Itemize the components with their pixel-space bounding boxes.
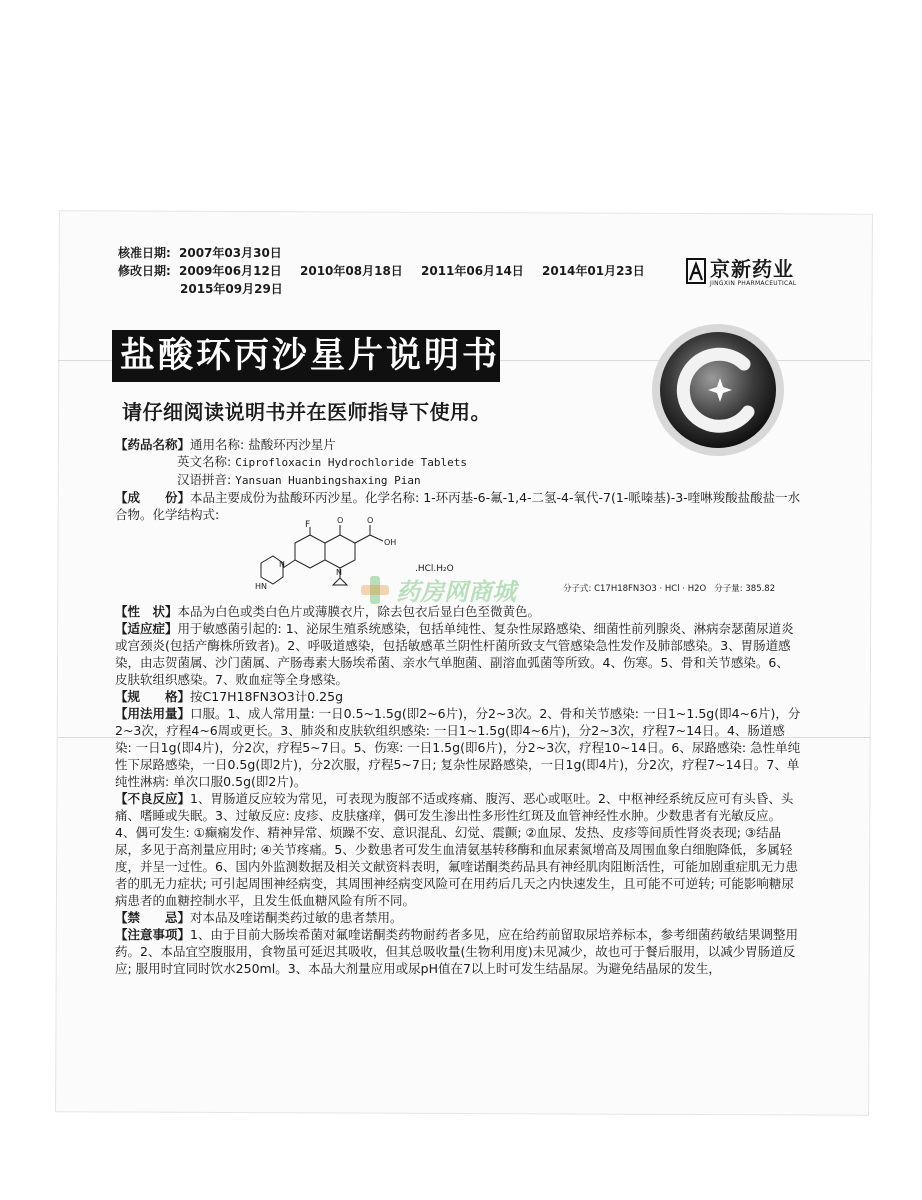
section-label: 【注意事项】 [115, 927, 191, 942]
brand-name: 京新药业 [710, 257, 794, 281]
section-label: 【不良反应】 [115, 791, 191, 806]
section-label: 【药品名称】 [115, 437, 191, 452]
svg-text:OH: OH [384, 538, 397, 547]
section-label: 【规 格】 [115, 689, 191, 704]
section-label: 【性 状】 [115, 604, 178, 619]
document-subtitle: 请仔细阅读说明书并在医师指导下使用。 [122, 400, 491, 424]
document-title: 盐酸环丙沙星片说明书 [112, 330, 500, 382]
svg-text:F: F [305, 520, 311, 530]
contraindication-text: 对本品及喹诺酮类药过敏的患者禁用。 [190, 910, 403, 925]
pinyin-label: 汉语拼音: [177, 472, 232, 487]
brand-mark-icon [686, 258, 706, 284]
dosage-text: 口服。1、成人常用量: 一日0.5~1.5g(即2~6片)，分2~3次。2、骨和关节感染: 一日1~1.5g(即4~6片)，分2~3次，疗程4~6周或更长。3、肺炎和皮肤软组织感染: 一日1~1.5g(即4~6片)，分2~3次，疗程7~14日。4、肠道感染: 一日1g(即4片)，分2次，疗程5~7日。5、伤寒: 一日1.5g(即6片)，分2~3次，疗程10~14日。6、尿路感染: 急性单纯性下尿路感染，一日0.5g(即2片)，分2次服，疗程5~7日; 复杂性尿路感染，一日1g(即4片)，分2次，疗程7~14日。7、单纯性淋病: 单次口服0.5g(即2片)。 [115, 706, 801, 789]
revision-date: 2010年08月18日 [300, 264, 403, 278]
revision-date-row [118, 262, 659, 280]
revision-date: 2014年01月23日 [542, 264, 645, 278]
adverse-row [115, 790, 801, 909]
approval-date: 2007年03月30日 [179, 246, 282, 260]
indication-text: 用于敏感菌引起的: 1、泌尿生殖系统感染，包括单纯性、复杂性尿路感染、细菌性前列腺炎、淋病奈瑟菌尿道炎或宫颈炎(包括产酶株所致者)。2、呼吸道感染，包括敏感革兰阴性杆菌所致支气管感染急性发作及肺部感染。3、胃肠道感染，由志贺菌属、沙门菌属、产肠毒素大肠埃希菌、亲水气单胞菌、副溶血弧菌等所致。4、伤寒。5、骨和关节感染。6、皮肤软组织感染。7、败血症等全身感染。 [115, 621, 794, 687]
approval-date-row [118, 244, 659, 262]
generic-name: 通用名称: 盐酸环丙沙星片 [190, 437, 336, 452]
revision-date: 2015年09月29日 [180, 282, 283, 296]
revision-date-label: 修改日期: [118, 264, 171, 278]
pinyin-row [115, 471, 801, 489]
molecular-formula: 分子式: C17H18FN3O3 · HCl · H2O 分子量: 385.82 [563, 584, 776, 594]
svg-text:O: O [337, 516, 344, 525]
svg-text:N: N [279, 560, 285, 569]
adverse-text: 1、胃肠道反应较为常见，可表现为腹部不适或疼痛、腹泻、恶心或呕吐。2、中枢神经系统反应可有头昏、头痛、嗜睡或失眠。3、过敏反应: 皮疹、皮肤瘙痒，偶可发生渗出性多形性红斑及血管神经性水肿。少数患者有光敏反应。4、偶可发生: ①癫痫发作、精神异常、烦躁不安、意识混乱、幻觉、震颤; ②血尿、发热、皮疹等间质性肾炎表现; ③结晶尿，多见于高剂量应用时; ④关节疼痛。5、少数患者可发生血清氨基转移酶和血尿素氮增高及周围血象白细胞降低，多属轻度，并呈一过性。6、国内外监测数据及相关文献资料表明，氟喹诺酮类药品具有神经肌肉阻断活性，可能加剧重症肌无力患者的肌无力症状; 可引起周围神经病变，其周围神经病变风险可在用药后几天之内快速发生，且可能不可逆转; 可能影响糖尿病患者的血糖控制水平，且发生低血糖风险有所不同。 [115, 791, 798, 908]
appearance-text: 本品为白色或类白色片或薄膜衣片，除去包衣后显白色至微黄色。 [177, 604, 541, 619]
drug-name-row [115, 436, 801, 453]
appearance-row [115, 603, 801, 620]
watermark-text: 药房网商城 [396, 578, 516, 606]
indication-row [115, 620, 801, 688]
caution-text: 1、由于目前大肠埃希菌对氟喹诺酮类药物耐药者多见，应在给药前留取尿培养标本，参考细菌药敏结果调整用药。2、本品宜空腹服用，食物虽可延迟其吸收，但其总吸收量(生物利用度)未见减少，故也可于餐后服用，以减少胃肠道反应; 服用时宜同时饮水250ml。3、本品大剂量应用或尿pH值在7以上时可发生结晶尿。为避免结晶尿的发生， [115, 927, 798, 976]
date-block [118, 244, 659, 298]
chemical-structure-diagram [255, 516, 435, 603]
approval-date-label: 核准日期: [118, 246, 171, 260]
spec-text: 按C17H18FN3O3计0.25g [190, 689, 344, 704]
contraindication-row [115, 909, 801, 926]
spec-row [115, 688, 801, 705]
chemical-structure [115, 516, 801, 603]
section-label: 【用法用量】 [115, 706, 191, 721]
section-label: 【适应症】 [115, 621, 178, 636]
dosage-row [115, 705, 801, 790]
svg-text:O: O [367, 516, 374, 525]
svg-text:HN: HN [255, 582, 267, 591]
composition-text: 本品主要成份为盐酸环丙沙星。化学名称: 1-环丙基-6-氟-1,4-二氢-4-氧代-7(1-哌嗪基)-3-喹啉羧酸盐酸盐一水合物。化学结构式: [115, 490, 801, 522]
english-name: Ciprofloxacin Hydrochloride Tablets [235, 456, 467, 469]
brand-logo [686, 258, 797, 288]
pinyin: Yansuan Huanbingshaxing Pian [235, 474, 421, 487]
section-label: 【禁 忌】 [115, 910, 191, 925]
svg-text:N: N [336, 568, 342, 577]
caution-row [115, 926, 801, 977]
revision-date: 2011年06月14日 [421, 264, 524, 278]
salt-hydrate-label: .HCl.H₂O [415, 564, 454, 574]
english-name-label: 英文名称: [177, 454, 232, 469]
composition-row [115, 489, 801, 523]
english-name-row [115, 453, 801, 471]
section-label: 【成 份】 [115, 490, 191, 505]
brand-name-en: JINGXIN PHARMACEUTICAL [710, 280, 797, 287]
revision-date-row-2 [118, 280, 659, 298]
revision-date: 2009年06月12日 [179, 264, 282, 278]
leaflet-body [115, 436, 801, 977]
